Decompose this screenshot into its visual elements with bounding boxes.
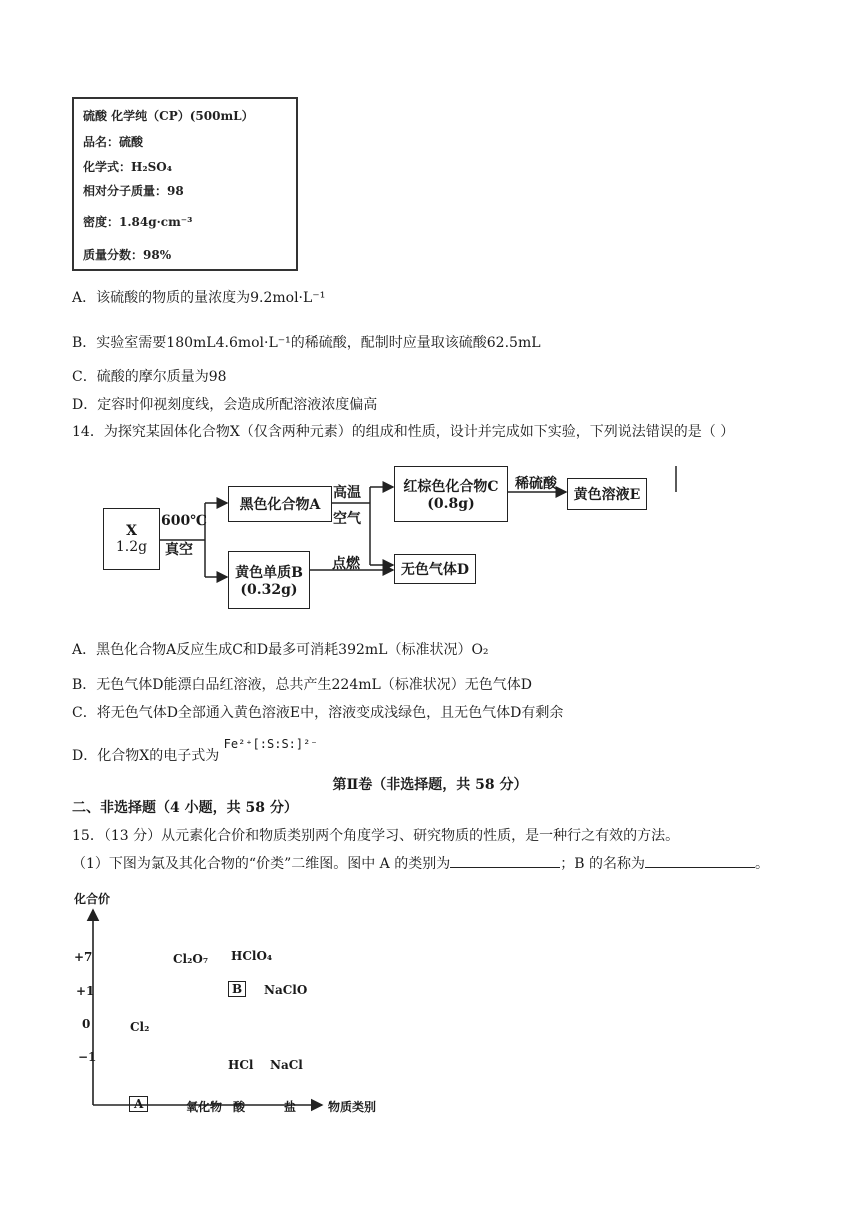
q13-option-c: C．硫酸的摩尔质量为98 <box>72 369 227 385</box>
node-x-mass: 1.2g <box>115 539 148 555</box>
node-d <box>394 554 476 584</box>
node-c <box>394 466 508 522</box>
y-tick-minus1: −1 <box>78 1050 97 1064</box>
label-line-6: 质量分数：98% <box>83 248 172 262</box>
node-b-mass: (0.32g) <box>240 582 298 598</box>
q14-option-d-text: D．化合物X的电子式为 <box>72 748 220 764</box>
q14-option-c: C．将无色气体D全部通入黄色溶液E中，溶液变成浅绿色，且无色气体D有剩余 <box>72 705 564 721</box>
point-cl2o7: Cl₂O₇ <box>173 952 209 966</box>
node-a-label: 黑色化合物A <box>239 497 321 513</box>
x-axis-title: 物质类别 <box>328 1100 377 1114</box>
section-heading: 二、非选择题（4 小题，共 58 分） <box>72 800 298 816</box>
q15-part1-end: 。 <box>754 856 769 872</box>
cond-dilute-acid: 稀硫酸 <box>515 476 557 492</box>
cond-air: 空气 <box>333 511 361 527</box>
node-a <box>228 486 332 522</box>
q15-stem: 15．（13 分）从元素化合价和物质类别两个角度学习、研究物质的性质，是一种行之有效的方法。 <box>72 828 680 844</box>
label-line-5: 密度：1.84g·cm⁻³ <box>83 215 193 229</box>
node-e <box>567 478 647 510</box>
point-hcl: HCl <box>228 1058 254 1072</box>
node-b-label: 黄色单质B <box>235 565 303 581</box>
node-d-label: 无色气体D <box>400 562 470 578</box>
section-title: 第Ⅱ卷（非选择题，共 58 分） <box>332 777 528 793</box>
q14-option-d <box>72 737 318 766</box>
y-tick-zero: 0 <box>82 1017 91 1031</box>
q15-part1 <box>72 853 769 874</box>
q13-option-d: D．定容时仰视刻度线，会造成所配溶液浓度偏高 <box>72 397 378 413</box>
node-x-name: X <box>126 523 137 539</box>
answer-blank-b[interactable] <box>645 853 755 868</box>
x-cat-salt: 盐 <box>284 1100 297 1114</box>
point-hclo4: HClO₄ <box>231 949 273 963</box>
node-x <box>103 508 160 570</box>
q13-option-a: A．该硫酸的物质的量浓度为9.2mol·L⁻¹ <box>72 290 326 306</box>
cond-ignite: 点燃 <box>332 556 360 572</box>
q13-option-b: B．实验室需要180mL4.6mol·L⁻¹的稀硫酸，配制时应量取该硫酸62.5mL <box>72 335 541 351</box>
q15-part1-b: ；B 的名称为 <box>560 856 645 872</box>
x-cat-oxide: 氧化物 <box>186 1100 223 1114</box>
q14-option-b: B．无色气体D能漂白品红溶液，总共产生224mL（标准状况）无色气体D <box>72 677 533 693</box>
node-b <box>228 551 310 609</box>
y-axis-title: 化合价 <box>74 892 111 906</box>
point-b: B <box>228 981 246 997</box>
y-tick-plus7: +7 <box>74 950 93 964</box>
point-cl2: Cl₂ <box>130 1020 150 1034</box>
point-naclo: NaClO <box>264 983 308 997</box>
q14-stem: 14．为探究某固体化合物X（仅含两种元素）的组成和性质，设计并完成如下实验，下列说法错误的是（ ） <box>72 424 735 440</box>
chart-axes <box>0 880 860 1120</box>
x-cat-a: A <box>129 1096 148 1112</box>
label-line-3: 化学式：H₂SO₄ <box>83 160 172 174</box>
cond-temperature: 600℃ <box>161 513 207 529</box>
label-line-4: 相对分子质量：98 <box>83 184 184 198</box>
q14-option-a: A．黑色化合物A反应生成C和D最多可消耗392mL（标准状况）O₂ <box>72 642 489 658</box>
q15-part1-a: （1）下图为氯及其化合物的“价类”二维图。图中 A 的类别为 <box>72 856 451 872</box>
electron-formula: Fe²⁺[:S:S:]²⁻ <box>223 737 318 751</box>
answer-blank-a[interactable] <box>450 853 560 868</box>
y-tick-plus1: +1 <box>76 984 95 998</box>
label-line-2: 品名：硫酸 <box>83 135 144 149</box>
cond-vacuum: 真空 <box>165 542 193 558</box>
cond-high-temp: 高温 <box>333 485 361 501</box>
node-e-label: 黄色溶液E <box>573 487 641 503</box>
x-cat-acid: 酸 <box>233 1100 246 1114</box>
point-nacl: NaCl <box>270 1058 303 1072</box>
label-line-1: 硫酸 化学纯（CP）(500mL） <box>83 109 254 123</box>
node-c-label: 红棕色化合物C <box>403 479 499 495</box>
valence-chart <box>0 880 860 1120</box>
node-c-mass: (0.8g) <box>427 496 475 512</box>
